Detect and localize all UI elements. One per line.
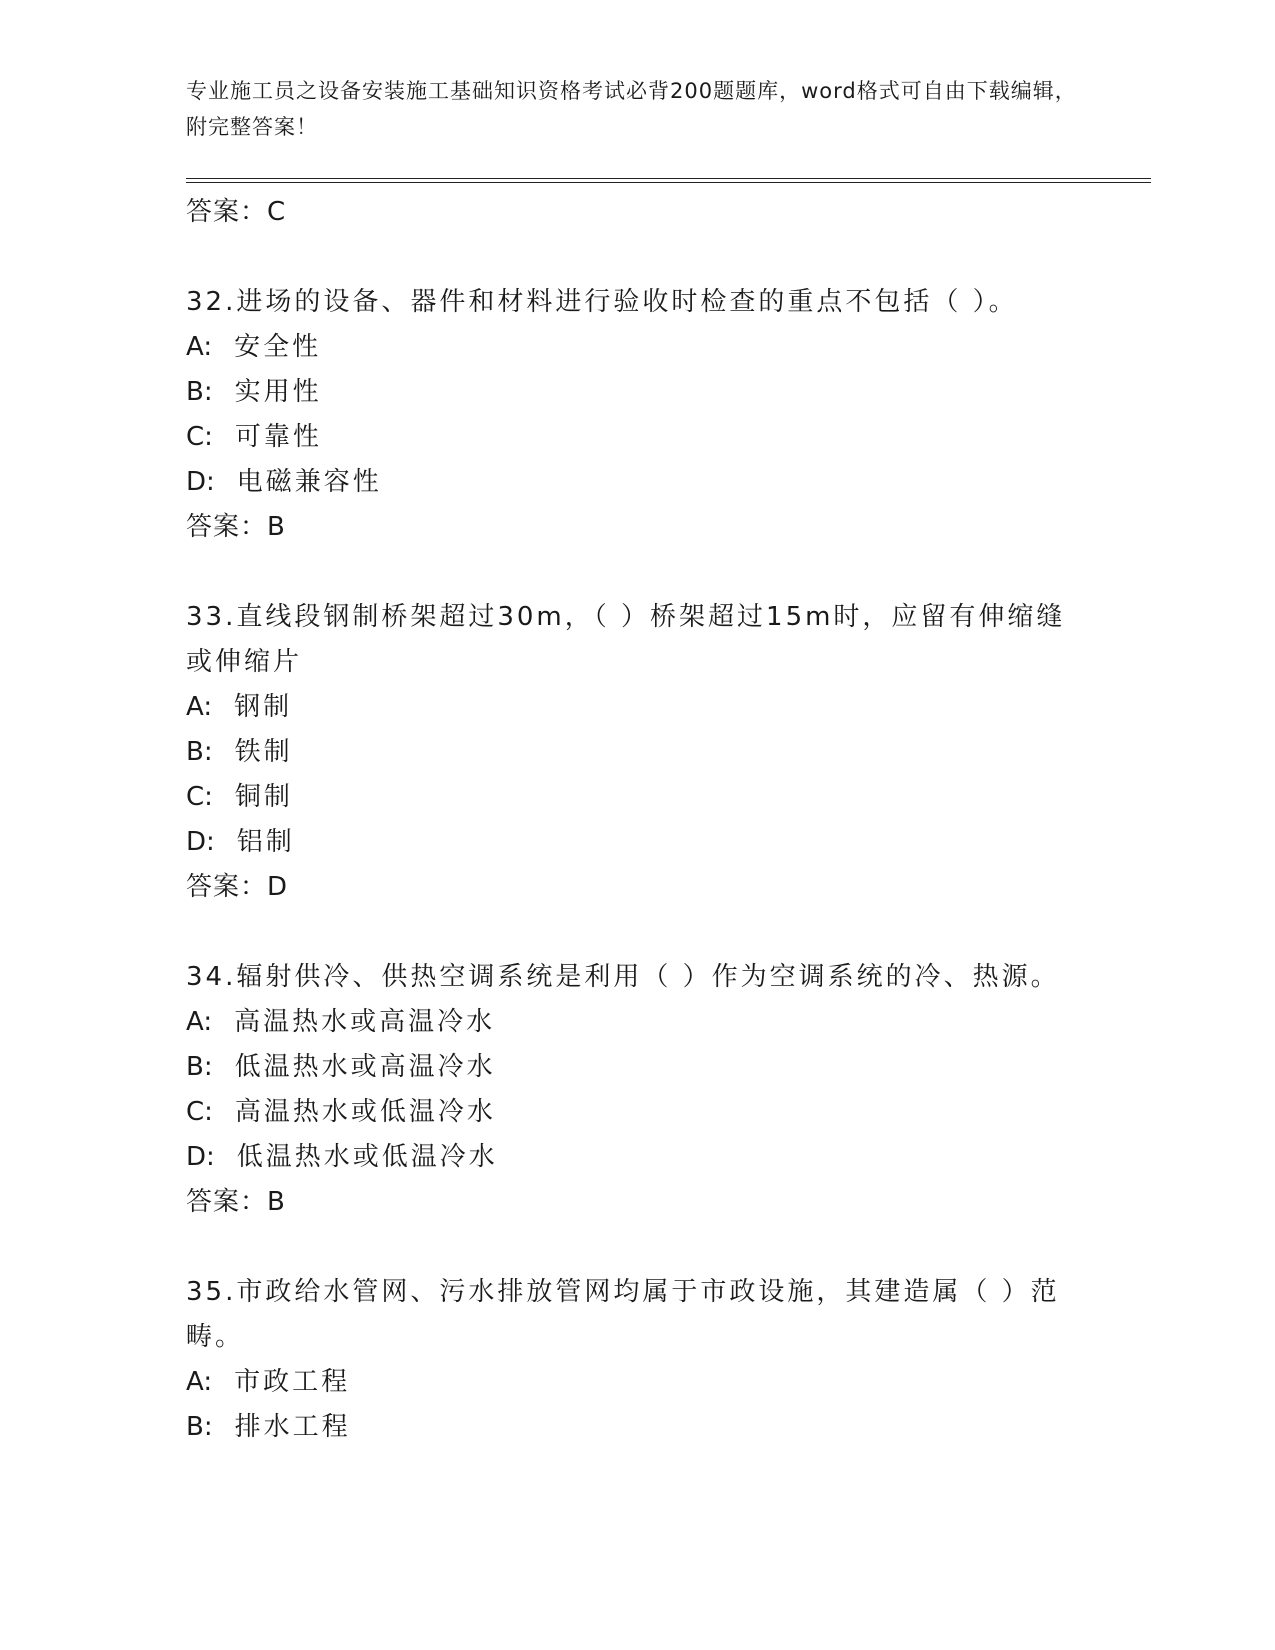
header-divider-bottom <box>186 182 1151 183</box>
question-block <box>186 280 1086 550</box>
option-letter: B: <box>186 737 213 767</box>
option-d <box>186 460 1086 505</box>
option-a <box>186 325 1086 370</box>
option-letter: A: <box>186 1367 213 1397</box>
answer-line: 答案：D <box>186 872 289 902</box>
option-text: 铝制 <box>236 827 295 857</box>
option-b <box>186 1045 1086 1090</box>
option-text: 高温热水或低温冷水 <box>234 1097 496 1127</box>
option-letter: D: <box>186 1142 215 1172</box>
option-letter: B: <box>186 1052 213 1082</box>
option-text: 电磁兼容性 <box>236 467 382 497</box>
question-stem: 33.直线段钢制桥架超过30m，（ ）桥架超过15m时，应留有伸缩缝或伸缩片 <box>186 602 1066 677</box>
option-a <box>186 685 1086 730</box>
option-text: 排水工程 <box>234 1412 351 1442</box>
option-c <box>186 1090 1086 1135</box>
option-text: 低温热水或低温冷水 <box>236 1142 498 1172</box>
option-text: 低温热水或高温冷水 <box>234 1052 496 1082</box>
question-block <box>186 595 1086 910</box>
option-letter: B: <box>186 377 213 407</box>
option-a <box>186 1000 1086 1045</box>
option-text: 实用性 <box>234 377 322 407</box>
option-letter: A: <box>186 332 213 362</box>
option-text: 安全性 <box>234 332 322 362</box>
option-letter: D: <box>186 467 215 497</box>
option-letter: A: <box>186 692 213 722</box>
question-block <box>186 955 1086 1225</box>
option-letter: C: <box>186 782 213 812</box>
option-b <box>186 1405 1086 1450</box>
answer-line: 答案：B <box>186 1187 286 1217</box>
option-text: 铁制 <box>234 737 293 767</box>
question-block <box>186 1270 1086 1450</box>
option-text: 高温热水或高温冷水 <box>234 1007 496 1037</box>
option-a <box>186 1360 1086 1405</box>
option-c <box>186 415 1086 460</box>
option-letter: A: <box>186 1007 213 1037</box>
option-d <box>186 1135 1086 1180</box>
option-letter: D: <box>186 827 215 857</box>
header-divider-top <box>186 178 1151 179</box>
question-stem: 32.进场的设备、器件和材料进行验收时检查的重点不包括（ ）。 <box>186 287 1018 317</box>
option-text: 钢制 <box>234 692 293 722</box>
option-letter: B: <box>186 1412 213 1442</box>
question-list <box>186 190 1086 1450</box>
option-letter: C: <box>186 1097 213 1127</box>
option-text: 可靠性 <box>234 422 322 452</box>
option-letter: C: <box>186 422 213 452</box>
option-b <box>186 730 1086 775</box>
option-c <box>186 775 1086 820</box>
question-stem: 34.辐射供冷、供热空调系统是利用（ ）作为空调系统的冷、热源。 <box>186 962 1060 992</box>
option-d <box>186 820 1086 865</box>
option-text: 铜制 <box>234 782 293 812</box>
option-b <box>186 370 1086 415</box>
question-stem: 35.市政给水管网、污水排放管网均属于市政设施，其建造属（ ）范畴。 <box>186 1277 1060 1352</box>
option-text: 市政工程 <box>234 1367 351 1397</box>
document-header: 专业施工员之设备安装施工基础知识资格考试必背200题题库，word格式可自由下载编辑，附完整答案！ <box>186 79 1077 139</box>
answer-line: 答案：C <box>186 197 287 227</box>
answer-line: 答案：B <box>186 512 286 542</box>
